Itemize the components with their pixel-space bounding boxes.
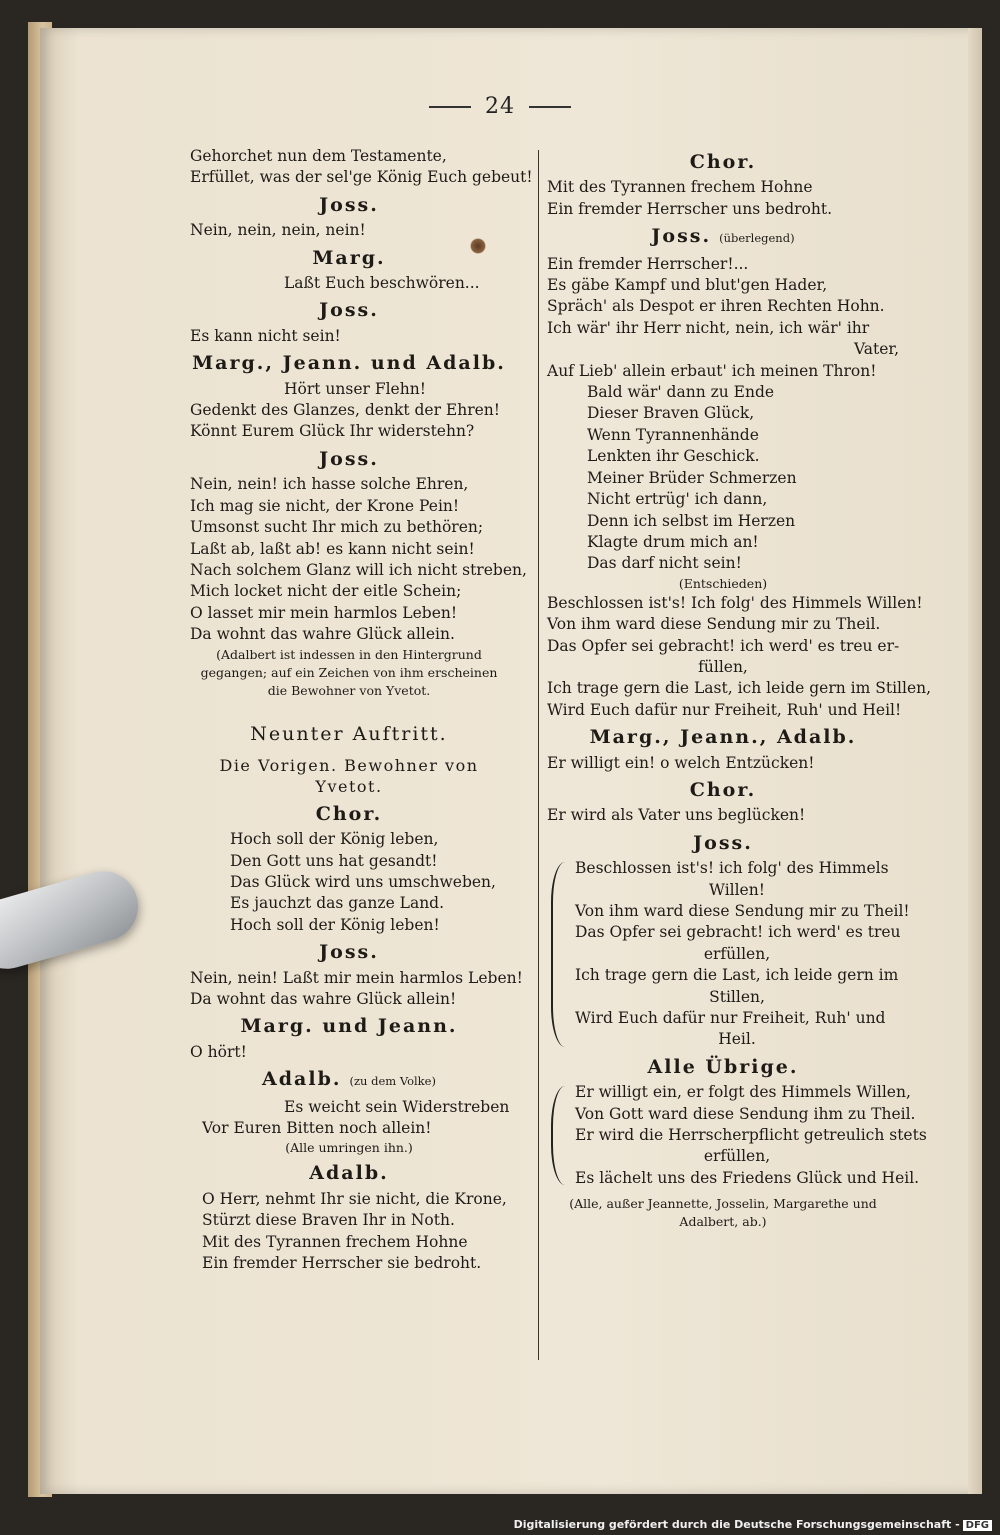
verse-line: Hört unser Flehn! <box>284 379 426 398</box>
left-column <box>190 146 533 1274</box>
stage-note: (Adalbert ist indessen in den Hintergrund gegangen; auf ein Zeichen von ihm erscheinen die Bewohner von Yvetot. <box>200 646 498 698</box>
speaker-name <box>190 804 508 825</box>
stage-note: (Entschieden) <box>678 575 768 591</box>
verse-line: Er willigt ein, er folgt des Himmels Willen, <box>575 1083 911 1102</box>
verse-line: Den Gott uns hat gesandt! <box>230 851 438 870</box>
speaker-name <box>190 1069 508 1092</box>
verse-line: erfüllen, <box>703 944 771 963</box>
speaker-label: Joss. <box>319 447 379 470</box>
column-divider <box>538 150 539 1360</box>
speaker-label: Joss. <box>319 193 379 216</box>
verse-line: erfüllen, <box>703 1147 771 1166</box>
verse-line: Vor Euren Bitten noch allein! <box>202 1119 432 1138</box>
verse-line: Ein fremder Herrscher!... <box>547 254 749 273</box>
verse-line: Es jauchzt das ganze Land. <box>230 894 445 913</box>
verse-line: Von Gott ward diese Sendung ihm zu Theil. <box>575 1104 916 1123</box>
verse-line: Ich wär' ihr Herr nicht, nein, ich wär' ihr <box>547 318 870 337</box>
speaker-name <box>190 300 508 321</box>
verse-line: Nach solchem Glanz will ich nicht streben, <box>190 560 527 579</box>
verse-line: Hoch soll der König leben, <box>230 830 439 849</box>
verse-line: O hört! <box>190 1042 247 1061</box>
speaker-name <box>190 353 508 374</box>
verse-line: Von ihm ward diese Sendung mir zu Theil! <box>575 902 910 920</box>
speaker-name <box>190 449 508 470</box>
verse-line: Mit des Tyrannen frechem Hohne <box>202 1232 468 1251</box>
speaker-label: Marg. <box>312 246 386 269</box>
verse-line: Willen! <box>709 880 765 899</box>
curly-brace-icon <box>551 862 567 1047</box>
verse-line: Gehorchet nun dem Testamente, <box>190 147 447 165</box>
verse-line: O Herr, nehmt Ihr sie nicht, die Krone, <box>202 1189 507 1208</box>
speaker-name <box>547 833 899 854</box>
verse-line: O lasset mir mein harmlos Leben! <box>190 603 458 622</box>
verse-line: Es lächelt uns des Friedens Glück und Heil. <box>575 1168 920 1187</box>
page-header <box>0 94 1000 119</box>
stage-direction: (zu dem Volke) <box>349 1074 436 1089</box>
speaker-name <box>190 1016 508 1037</box>
speaker-label: Adalb. <box>262 1068 342 1091</box>
speaker-label: Marg., Jeann. und Adalb. <box>192 352 506 375</box>
verse-line: Das Glück wird uns umschweben, <box>230 872 496 891</box>
verse-line: Klagte drum mich an! <box>587 532 759 551</box>
verse-line: Bald wär' dann zu Ende <box>587 383 775 402</box>
verse-line: Er willigt ein! o welch Entzücken! <box>547 753 815 772</box>
speaker-name <box>190 248 508 269</box>
verse-line: Da wohnt das wahre Glück allein! <box>190 990 457 1008</box>
verse-line: Ich mag sie nicht, der Krone Pein! <box>190 496 460 515</box>
page-number: 24 <box>485 94 515 119</box>
curly-brace-icon <box>551 1086 567 1185</box>
speaker-name <box>547 727 899 748</box>
verse-line: Wenn Tyrannenhände <box>587 425 759 444</box>
verse-line: Wird Euch dafür nur Freiheit, Ruh' und <box>575 1009 886 1028</box>
footer-text: Digitalisierung gefördert durch die Deutsche Forschungsgemeinschaft - <box>513 1518 960 1531</box>
verse-line: Stillen, <box>709 987 765 1006</box>
verse-line: Es weicht sein Widerstreben <box>284 1097 510 1116</box>
verse-line: Ein fremder Herrscher sie bedroht. <box>202 1254 482 1273</box>
speaker-name <box>547 780 899 801</box>
verse-line: Es kann nicht sein! <box>190 326 341 345</box>
verse-line: Nein, nein! ich hasse solche Ehren, <box>190 475 469 494</box>
brace-block-joss <box>547 858 910 1051</box>
verse-line: Nein, nein, nein, nein! <box>190 221 366 240</box>
speaker-label: Chor. <box>315 802 383 825</box>
verse-line: Nicht ertrüg' ich dann, <box>587 490 768 509</box>
verse-line: Das Opfer sei gebracht! ich werd' es treu er- <box>547 636 900 655</box>
page-edge <box>968 28 982 1494</box>
verse-line: Erfüllet, was der sel'ge König Euch gebeut! <box>190 168 533 187</box>
verse-line: Denn ich selbst im Herzen <box>587 511 796 530</box>
verse-line: Spräch' als Despot er ihren Rechten Hohn. <box>547 297 885 316</box>
stage-note: (Alle umringen ihn.) <box>285 1140 413 1156</box>
verse-line: Lenkten ihr Geschick. <box>587 447 760 466</box>
right-column <box>547 146 932 1231</box>
verse-line: Das darf nicht sein! <box>587 554 742 573</box>
verse-line: Ich trage gern die Last, ich leide gern im <box>575 966 899 985</box>
speaker-name <box>547 152 899 173</box>
verse-line: Beschlossen ist's! Ich folg' des Himmels Willen! <box>547 593 923 612</box>
verse-line: Wird Euch dafür nur Freiheit, Ruh' und Heil! <box>547 700 902 719</box>
verse-line: Hoch soll der König leben! <box>230 915 440 934</box>
verse-line: Heil. <box>718 1030 756 1049</box>
verse-line: Von ihm ward diese Sendung mir zu Theil. <box>547 615 881 634</box>
verse-line: Nein, nein! Laßt mir mein harmlos Leben! <box>190 968 523 987</box>
speaker-name <box>190 1163 508 1184</box>
verse-line: Ich trage gern die Last, ich leide gern im Stillen, <box>547 679 932 698</box>
verse-line: Laßt Euch beschwören... <box>284 274 480 293</box>
verse-line: Könnt Eurem Glück Ihr widerstehn? <box>190 422 475 441</box>
footer-credit <box>514 1518 992 1531</box>
speaker-label: Joss. <box>693 831 753 854</box>
verse-line: Mit des Tyrannen frechem Hohne <box>547 178 813 197</box>
speaker-label: Joss. <box>651 225 712 248</box>
verse-line: Ein fremder Herrscher uns bedroht. <box>547 199 833 218</box>
speaker-label: Adalb. <box>309 1162 389 1185</box>
speaker-label: Chor. <box>689 151 757 173</box>
verse-line: Meiner Brüder Schmerzen <box>587 468 797 487</box>
verse-line: Umsonst sucht Ihr mich zu bethören; <box>190 518 484 537</box>
verse-line: Beschlossen ist's! ich folg' des Himmels <box>575 859 889 878</box>
header-dash-right <box>529 106 571 108</box>
verse-line: Es gäbe Kampf und blut'gen Hader, <box>547 276 828 295</box>
verse-line: Er wird als Vater uns beglücken! <box>547 806 806 825</box>
verse-line: füllen, <box>698 657 748 676</box>
speaker-label: Joss. <box>319 941 379 964</box>
verse-line: Er wird die Herrscherpflicht getreulich stets <box>575 1126 927 1145</box>
scene-title: Neunter Auftritt. <box>250 722 448 745</box>
verse-line: Laßt ab, laßt ab! es kann nicht sein! <box>190 539 475 558</box>
verse-line: Da wohnt das wahre Glück allein. <box>190 625 455 644</box>
verse-line: Mich locket nicht der eitle Schein; <box>190 582 462 601</box>
speaker-label: Marg. und Jeann. <box>240 1015 458 1038</box>
final-stage-note: (Alle, außer Jeannette, Josselin, Margarethe und Adalbert, ab.) <box>569 1196 877 1230</box>
speaker-alle-uebrige: Alle Übrige. <box>647 1055 799 1078</box>
speaker-name <box>190 195 508 216</box>
speaker-label: Marg., Jeann., Adalb. <box>589 726 857 749</box>
header-dash-left <box>429 106 471 108</box>
scene-cast: Die Vorigen. Bewohner von Yvetot. <box>219 755 479 797</box>
speaker-label: Joss. <box>319 299 379 322</box>
verse-line: Dieser Braven Glück, <box>587 404 755 423</box>
verse-line: Stürzt diese Braven Ihr in Noth. <box>202 1211 455 1230</box>
verse-line: Auf Lieb' allein erbaut' ich meinen Thron! <box>547 361 877 380</box>
speaker-label: Chor. <box>689 778 757 801</box>
right-column-main <box>547 151 932 854</box>
verse-line: Vater, <box>853 340 899 359</box>
dfg-logo: DFG <box>963 1520 992 1531</box>
brace-block-alle <box>547 1082 927 1189</box>
verse-line: Gedenkt des Glanzes, denkt der Ehren! <box>190 401 501 420</box>
stage-direction: (überlegend) <box>719 231 795 246</box>
verse-line: Das Opfer sei gebracht! ich werd' es treu <box>575 923 901 942</box>
speaker-name <box>190 942 508 963</box>
speaker-name <box>547 226 899 249</box>
